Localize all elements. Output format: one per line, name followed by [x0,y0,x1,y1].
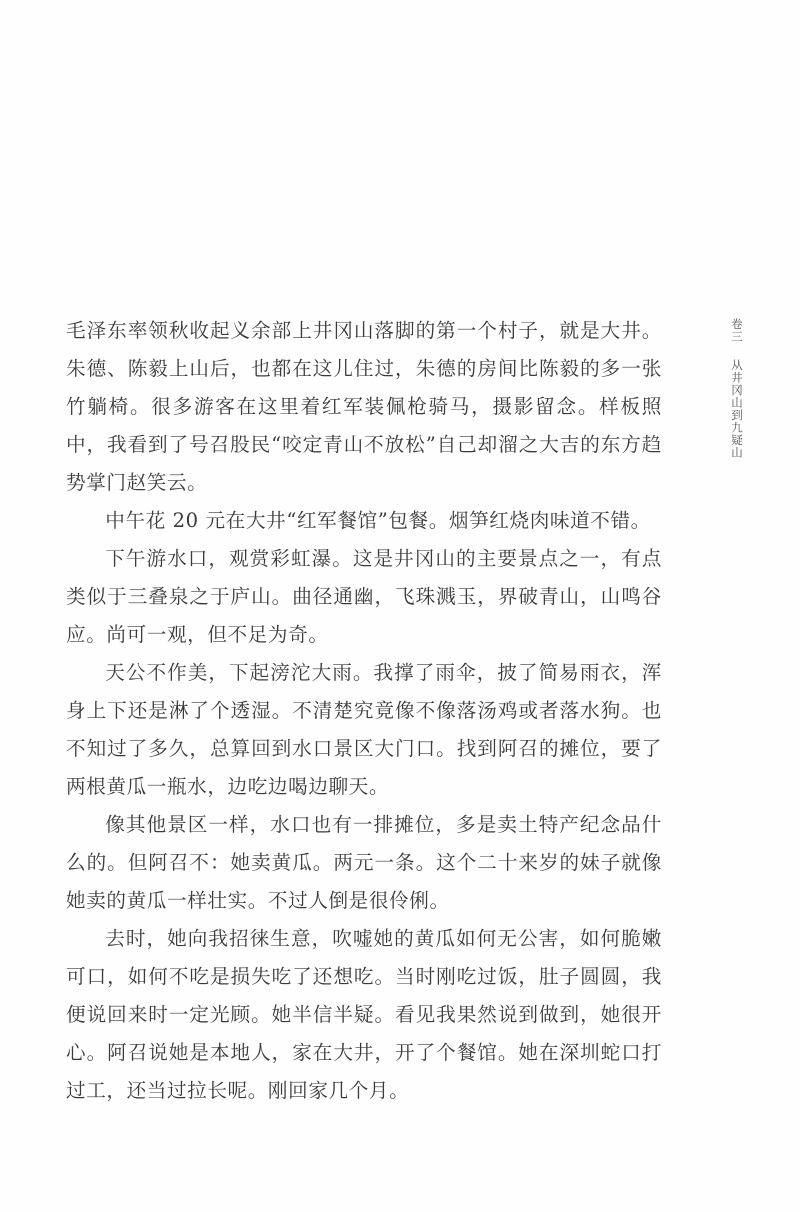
running-head-chapter: 从井冈山到九疑山 [730,359,744,459]
paragraph-1: 毛泽东率领秋收起义余部上井冈山落脚的第一个村子，就是大井。朱德、陈毅上山后，也都在这儿住过，朱德的房间比陈毅的多一张竹躺椅。很多游客在这里着红军装佩枪骑马，摄影留念。样板照中，我看到了号召股民“咬定青山不放松”自己却溜之大吉的东方趋势掌门赵笑云。 [66,319,662,494]
running-head [729,318,743,459]
paragraph-6: 去时，她向我招徕生意，吹嘘她的黄瓜如何无公害，如何脆嫩可口，如何不吃是损失吃了还想吃。当时刚吃过饭，肚子圆圆，我便说回来时一定光顾。她半信半疑。看见我果然说到做到，她很开心。阿召说她是本地人，家在大井，开了个餐馆。她在深圳蛇口打过工，还当过拉长呢。刚回家几个月。 [66,927,662,1102]
paragraph-3: 下午游水口，观赏彩虹瀑。这是井冈山的主要景点之一，有点类似于三叠泉之于庐山。曲径通幽，飞珠溅玉，界破青山，山鸣谷应。尚可一观，但不足为奇。 [66,547,662,646]
body-text [66,312,662,1110]
paragraph-5: 像其他景区一样，水口也有一排摊位，多是卖土特产纪念品什么的。但阿召不：她卖黄瓜。两元一条。这个二十来岁的妹子就像她卖的黄瓜一样壮实。不过人倒是很伶俐。 [66,813,662,912]
paragraph-4: 天公不作美，下起滂沱大雨。我撑了雨伞，披了简易雨衣，浑身上下还是淋了个透湿。不清楚究竟像不像落汤鸡或者落水狗。也不知过了多久，总算回到水口景区大门口。找到阿召的摊位，要了两根黄瓜一瓶水，边吃边喝边聊天。 [66,661,662,798]
paragraph-2: 中午花 20 元在大井“红军餐馆”包餐。烟笋红烧肉味道不错。 [105,509,651,532]
running-head-volume: 卷三 [730,318,744,343]
